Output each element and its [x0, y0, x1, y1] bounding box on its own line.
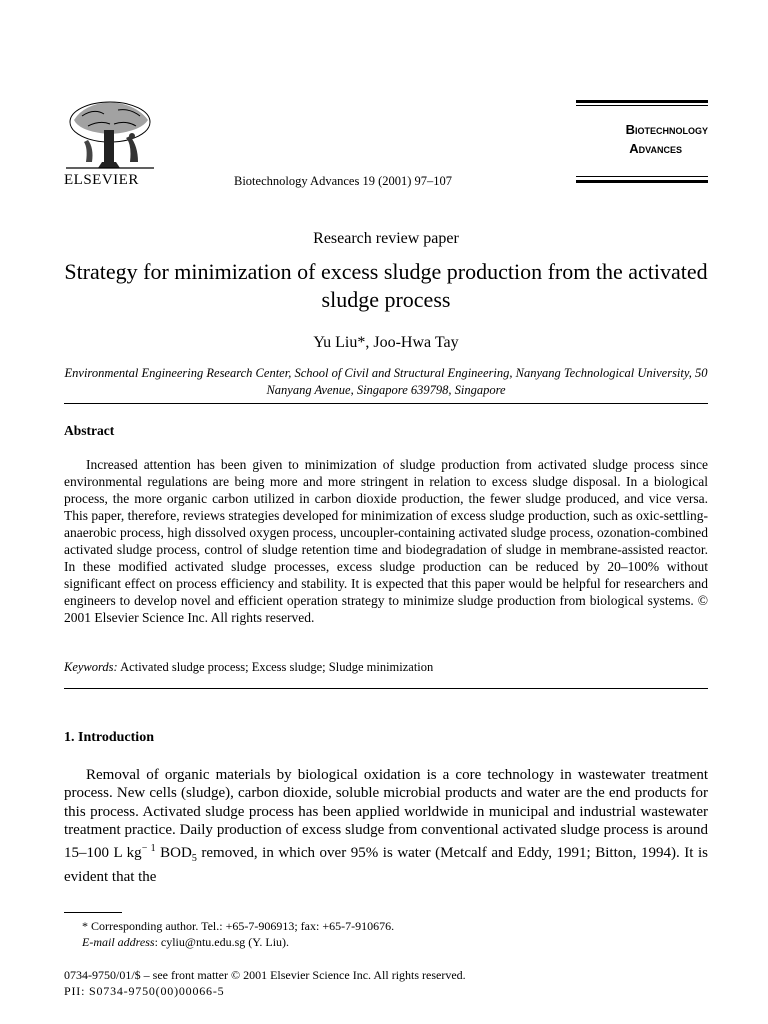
journal-name-line2: Advances — [629, 141, 682, 156]
publisher-name: ELSEVIER — [64, 172, 139, 188]
intro-subscript: 5 — [191, 852, 197, 864]
journal-name-line1: Biotechnology — [625, 122, 708, 137]
elsevier-tree-logo — [64, 98, 156, 170]
intro-text-part-c: removed, in which over 95% is water (Metcalf and Eddy, 1991; Bitton, 1994). It is evident that the — [64, 844, 709, 886]
intro-text-part-b: BOD — [155, 844, 192, 861]
email-text: : cyliu@ntu.edu.sg (Y. Liu). — [154, 935, 290, 949]
keywords-label: Keywords: — [64, 660, 118, 674]
rule-below-keywords — [64, 688, 708, 689]
footnote-corresponding-author: * Corresponding author. Tel.: +65-7-906913; fax: +65-7-910676. — [82, 919, 395, 933]
abstract-text: Increased attention has been given to minimization of sludge production from activated sludge process since environmental regulations are being more and more stringent in relation to excess sludge disposal. In a biological process, the more organic carbon utilized in carbon dioxide production, the fewer sludge produced, and vice versa. This paper, therefore, reviews strategies developed for minimization of excess sludge production, such as oxic-settling-anaerobic process, high dissolved oxygen process, uncoupler-containing activated sludge process, ozonation-combined activated sludge process, control of sludge retention time and biodegradation of sludge in membrane-assisted reactor. In these modified activated sludge processes, excess sludge production can be reduced by 20–100% without significant effect on process efficiency and stability. It is expected that this paper would be helpful for researchers and engineers to develop novel and efficient operation strategy to minimize sludge production from biological systems. © 2001 Elsevier Science Inc. All rights reserved. — [64, 457, 708, 625]
pii-line: PII: S0734-9750(00)00066-5 — [64, 984, 225, 998]
section-heading-introduction: 1. Introduction — [64, 730, 154, 745]
front-matter-line: 0734-9750/01/$ – see front matter © 2001 Elsevier Science Inc. All rights reserved. — [64, 968, 466, 982]
introduction-text — [64, 766, 708, 886]
rule-above-abstract — [64, 403, 708, 404]
intro-superscript: − 1 — [141, 842, 156, 854]
email-label: E-mail address — [82, 935, 155, 949]
journal-rule-bottom-thick — [576, 180, 708, 183]
article-title: Strategy for minimization of excess sludge production from the activated sludge process — [64, 259, 708, 312]
author-affiliation: Environmental Engineering Research Center, School of Civil and Structural Engineering, Nanyang Technological University, 50 Nanyang Avenue, Singapore 639798, Singapore — [64, 366, 708, 397]
article-authors: Yu Liu*, Joo-Hwa Tay — [313, 334, 459, 351]
journal-citation: Biotechnology Advances 19 (2001) 97–107 — [234, 174, 453, 188]
keywords — [64, 660, 433, 675]
article-type: Research review paper — [313, 230, 459, 247]
abstract-heading: Abstract — [64, 423, 115, 438]
journal-name — [576, 120, 708, 158]
keywords-text: Activated sludge process; Excess sludge; Sludge minimization — [120, 660, 434, 674]
footnote-rule — [64, 912, 122, 913]
intro-text-part-a: Removal of organic materials by biological oxidation is a core technology in wastewater treatment process. New cells (sludge), carbon dioxide, soluble microbial products and water are the end products for this process. Activated sludge process has been applied worldwide in municipal and industrial wastewater treatment practice. Daily production of excess sludge from conventional activated sludge process is around 15–100 L kg — [64, 767, 708, 861]
journal-rule-bottom-thin — [576, 176, 708, 177]
footnote-email — [64, 934, 289, 950]
journal-rule-top-thick — [576, 100, 708, 103]
journal-rule-top-thin — [576, 105, 708, 106]
